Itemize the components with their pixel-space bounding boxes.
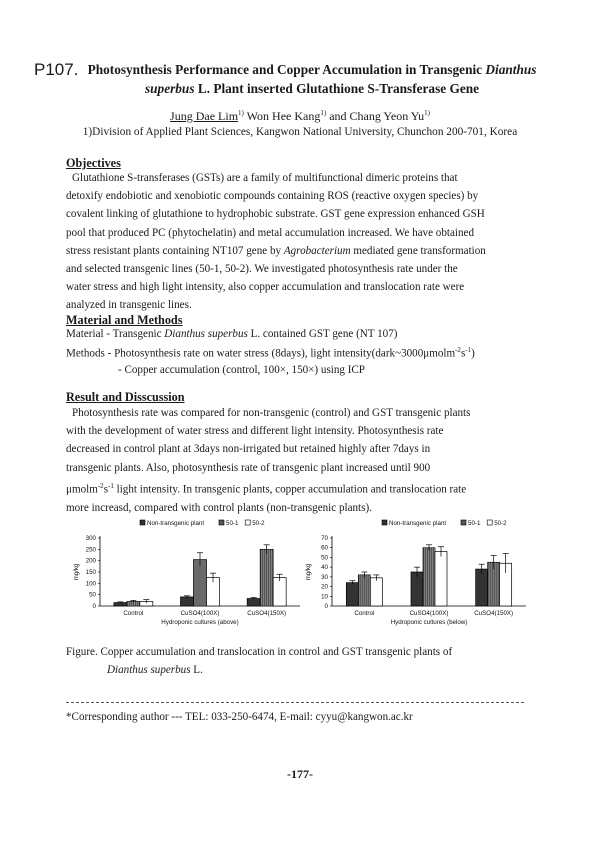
chart-below	[305, 514, 535, 636]
material-prefix: Material - Transgenic	[66, 328, 165, 340]
objectives-heading: Objectives	[66, 156, 121, 170]
divider	[66, 702, 524, 703]
y-tick-label: 100	[85, 580, 96, 588]
legend-label: Non-transgenic plant	[147, 520, 205, 527]
y-axis-label: mg/kg	[305, 563, 312, 581]
objectives-organism: Agrobacterium	[283, 244, 351, 257]
legend-label: 50-1	[226, 520, 239, 527]
bar	[346, 583, 358, 606]
poster-code: P107.	[34, 60, 79, 79]
objectives-text: mediated gene transformation	[350, 244, 486, 257]
bar	[411, 572, 423, 606]
x-tick-label: CuSO4(150X)	[247, 610, 287, 617]
legend-label: 50-2	[494, 520, 507, 527]
bar	[247, 599, 260, 606]
x-tick-label: CuSO4(150X)	[474, 610, 514, 617]
methods-unit: s	[460, 347, 466, 360]
objectives-line: Glutathione S-transferases (GSTs) are a family of multifunctional dimeric proteins that	[72, 172, 458, 184]
y-tick-label: 20	[321, 583, 328, 591]
material-line	[66, 328, 397, 340]
author-2: Won Hee Kang	[243, 109, 321, 123]
objectives-paragraph	[66, 169, 524, 315]
author-3: and Chang Yeon Yu	[326, 109, 425, 123]
results-line: with the development of water stress and different light intensity. Photosynthesis rate	[66, 425, 444, 438]
methods-text: Methods - Photosynthesis rate on water stress (8days), light intensity(dark~3000μmolm	[66, 347, 456, 360]
objectives-line: water stress and high light intensity, also copper accumulation and translocation rate were	[66, 281, 465, 294]
caption-species: Dianthus superbus	[107, 664, 191, 676]
materials-heading: Material and Methods	[66, 313, 183, 327]
legend-label: Non-transgenic plant	[389, 520, 447, 527]
y-tick-label: 250	[85, 546, 96, 554]
y-tick-label: 10	[321, 593, 328, 601]
y-tick-label: 0	[324, 603, 328, 610]
x-tick-label: Control	[123, 610, 144, 617]
page-number: -177-	[287, 767, 313, 781]
y-tick-label: 50	[321, 554, 328, 562]
methods-line-1	[66, 346, 475, 360]
title-part1: Photosynthesis Performance and Copper Accumulation in Transgenic	[87, 62, 486, 77]
results-line: decreased in control plant at 3days non-irrigated but retained highly after 7days in	[66, 443, 431, 456]
bar	[435, 552, 447, 606]
author-3-sup: 1)	[424, 109, 430, 117]
results-paragraph	[66, 404, 524, 517]
paper-title	[62, 60, 562, 98]
methods-sup: -2	[455, 346, 461, 354]
y-tick-label: 50	[89, 591, 96, 599]
y-tick-label: 150	[85, 569, 96, 576]
y-tick-label: 30	[321, 573, 328, 581]
methods-end: )	[471, 347, 475, 360]
legend-swatch	[140, 520, 145, 525]
y-tick-label: 70	[321, 535, 328, 542]
results-sup: -1	[108, 481, 114, 490]
bar	[370, 578, 382, 606]
chart-above	[68, 514, 308, 636]
results-line: transgenic plants. Also, photosynthesis rate of transgenic plant increased until 900	[66, 461, 431, 474]
title-species: Dianthus superbus	[144, 62, 537, 96]
y-tick-label: 200	[85, 557, 96, 565]
results-line: more increasd, compared with control plants (non-transgenic plants).	[66, 501, 372, 514]
bar	[358, 575, 370, 606]
results-heading: Result and Disscussion	[66, 390, 185, 404]
caption-line-2	[66, 661, 524, 679]
legend-label: 50-2	[252, 520, 265, 527]
x-tick-label: Control	[354, 610, 375, 617]
objectives-line	[66, 242, 524, 260]
bar	[194, 560, 207, 606]
bar	[181, 597, 194, 606]
bar	[423, 548, 435, 606]
objectives-line: detoxify endobiotic and xenobiotic compounds containing ROS (reactive oxygen species) by	[66, 190, 479, 203]
affiliation: 1)Division of Applied Plant Sciences, Kangwon National University, Chunchon 200-701, Korea	[82, 126, 518, 138]
figure-caption	[66, 643, 524, 679]
y-tick-label: 40	[321, 564, 328, 572]
caption-line-1: Figure. Copper accumulation and translocation in control and GST transgenic plants of	[66, 646, 453, 658]
x-axis-label: Hydroponic cultures (below)	[390, 619, 468, 626]
author-1: Jung Dae Lim	[170, 109, 239, 123]
y-axis-label: mg/kg	[73, 563, 80, 581]
results-line: Photosynthesis rate was compared for non-transgenic (control) and GST transgenic plants	[72, 407, 471, 419]
results-unit: s	[103, 483, 109, 496]
legend-swatch	[382, 520, 387, 525]
bar	[260, 549, 273, 606]
objectives-line: pool that produced PC (phytochelatin) and metal accumulation increased. We have obtained	[66, 226, 475, 239]
x-tick-label: CuSO4(100X)	[180, 610, 220, 617]
objectives-line: covalent linking of glutathione to hydrophobic substrate. GST gene expression enhanced GSH	[66, 208, 485, 221]
y-tick-label: 300	[85, 535, 96, 542]
legend-swatch	[461, 520, 466, 525]
bar	[476, 569, 488, 606]
caption-end: L.	[190, 664, 203, 676]
results-unit: μmolm	[66, 483, 98, 496]
corresponding-author: *Corresponding author --- TEL: 033-250-6474, E-mail: cyyu@kangwon.ac.kr	[66, 711, 413, 723]
bar	[273, 578, 286, 606]
x-axis-label: Hydroponic cultures (above)	[161, 619, 239, 626]
legend-swatch	[487, 520, 492, 525]
methods-sup: -1	[465, 346, 472, 354]
legend-label: 50-1	[468, 520, 481, 527]
methods-line-2: - Copper accumulation (control, 100×, 150×) using ICP	[118, 364, 365, 376]
material-species: Dianthus superbus	[164, 328, 248, 340]
objectives-line: analyzed in transgenic lines.	[66, 299, 192, 312]
material-suffix: L. contained GST gene (NT 107)	[247, 328, 398, 340]
y-tick-label: 0	[92, 603, 96, 610]
x-tick-label: CuSO4(100X)	[409, 610, 449, 617]
author-2-sup: 1)	[320, 109, 327, 117]
legend-swatch	[219, 520, 224, 525]
title-part2: L. Plant inserted Glutathione S-Transferase Gene	[194, 81, 480, 96]
results-line	[66, 477, 524, 499]
results-text: light intensity. In transgenic plants, copper accumulation and translocation rate	[113, 483, 467, 496]
y-tick-label: 60	[321, 544, 328, 552]
author-1-sup: 1)	[238, 109, 244, 117]
author-list	[0, 109, 600, 124]
legend-swatch	[245, 520, 250, 525]
objectives-text: stress resistant plants containing NT107 gene by	[66, 244, 284, 257]
results-sup: -2	[97, 481, 104, 490]
objectives-line: and selected transgenic lines (50-1, 50-2). We investigated photosynthesis rate under the	[66, 263, 458, 276]
